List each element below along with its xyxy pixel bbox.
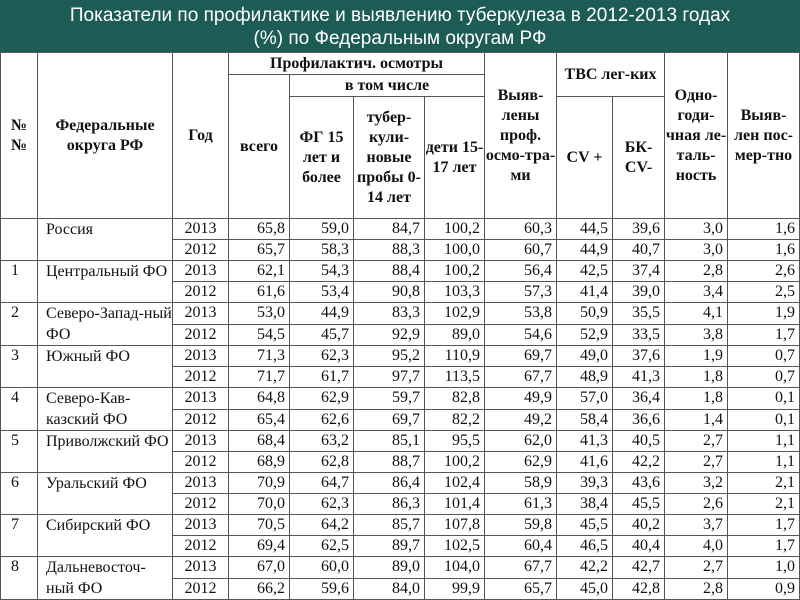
header-mortality: Одно-годи-чная ле-таль-ность bbox=[665, 53, 728, 219]
value-cell: 100,2 bbox=[425, 452, 485, 473]
header-tuber: тубер-кули-новые пробы 0-14 лет bbox=[354, 97, 425, 219]
value-cell: 64,8 bbox=[229, 388, 290, 410]
district-name: Северо-Запад-ный ФО bbox=[38, 303, 173, 346]
value-cell: 36,6 bbox=[613, 409, 665, 431]
value-cell: 58,3 bbox=[290, 240, 354, 261]
value-cell: 54,6 bbox=[485, 324, 557, 346]
year-cell: 2012 bbox=[173, 240, 229, 261]
table-row bbox=[1, 431, 800, 452]
district-name: Дальневосточ-ный ФО bbox=[38, 557, 173, 600]
value-cell: 1,8 bbox=[665, 367, 728, 388]
value-cell: 44,9 bbox=[290, 303, 354, 325]
value-cell: 103,3 bbox=[425, 282, 485, 303]
value-cell: 2,7 bbox=[665, 431, 728, 452]
row-number: 8 bbox=[1, 557, 38, 600]
value-cell: 3,7 bbox=[665, 515, 728, 536]
value-cell: 1,6 bbox=[728, 219, 800, 240]
value-cell: 43,6 bbox=[613, 473, 665, 494]
value-cell: 2,5 bbox=[728, 282, 800, 303]
value-cell: 65,4 bbox=[229, 409, 290, 431]
value-cell: 66,2 bbox=[229, 578, 290, 600]
district-name: Россия bbox=[38, 219, 173, 261]
value-cell: 54,3 bbox=[290, 261, 354, 282]
value-cell: 40,5 bbox=[613, 431, 665, 452]
value-cell: 59,0 bbox=[290, 219, 354, 240]
year-cell: 2013 bbox=[173, 473, 229, 494]
value-cell: 70,9 bbox=[229, 473, 290, 494]
district-name: Центральный ФО bbox=[38, 261, 173, 303]
value-cell: 49,9 bbox=[485, 388, 557, 410]
header-including: в том числе bbox=[290, 75, 485, 97]
value-cell: 88,3 bbox=[354, 240, 425, 261]
value-cell: 59,6 bbox=[290, 578, 354, 600]
value-cell: 0,1 bbox=[728, 409, 800, 431]
value-cell: 107,8 bbox=[425, 515, 485, 536]
value-cell: 1,7 bbox=[728, 515, 800, 536]
value-cell: 102,4 bbox=[425, 473, 485, 494]
value-cell: 1,7 bbox=[728, 324, 800, 346]
value-cell: 88,7 bbox=[354, 452, 425, 473]
year-cell: 2013 bbox=[173, 388, 229, 410]
value-cell: 100,2 bbox=[425, 261, 485, 282]
value-cell: 100,2 bbox=[425, 219, 485, 240]
year-cell: 2013 bbox=[173, 431, 229, 452]
value-cell: 70,5 bbox=[229, 515, 290, 536]
value-cell: 57,0 bbox=[557, 388, 613, 410]
value-cell: 60,7 bbox=[485, 240, 557, 261]
value-cell: 2,7 bbox=[665, 452, 728, 473]
value-cell: 102,9 bbox=[425, 303, 485, 325]
value-cell: 113,5 bbox=[425, 367, 485, 388]
value-cell: 53,8 bbox=[485, 303, 557, 325]
year-cell: 2013 bbox=[173, 557, 229, 579]
table-body bbox=[1, 219, 800, 600]
value-cell: 50,9 bbox=[557, 303, 613, 325]
value-cell: 41,4 bbox=[557, 282, 613, 303]
year-cell: 2013 bbox=[173, 515, 229, 536]
value-cell: 41,3 bbox=[613, 367, 665, 388]
value-cell: 48,9 bbox=[557, 367, 613, 388]
value-cell: 45,5 bbox=[557, 515, 613, 536]
value-cell: 68,9 bbox=[229, 452, 290, 473]
value-cell: 65,8 bbox=[229, 219, 290, 240]
year-cell: 2012 bbox=[173, 494, 229, 515]
value-cell: 3,8 bbox=[665, 324, 728, 346]
value-cell: 60,4 bbox=[485, 536, 557, 557]
value-cell: 67,7 bbox=[485, 367, 557, 388]
table-row bbox=[1, 473, 800, 494]
value-cell: 44,9 bbox=[557, 240, 613, 261]
value-cell: 64,7 bbox=[290, 473, 354, 494]
value-cell: 59,8 bbox=[485, 515, 557, 536]
value-cell: 62,8 bbox=[290, 452, 354, 473]
value-cell: 61,7 bbox=[290, 367, 354, 388]
year-cell: 2013 bbox=[173, 261, 229, 282]
value-cell: 59,7 bbox=[354, 388, 425, 410]
value-cell: 1,9 bbox=[665, 346, 728, 367]
value-cell: 54,5 bbox=[229, 324, 290, 346]
value-cell: 0,7 bbox=[728, 367, 800, 388]
row-number bbox=[1, 219, 38, 261]
value-cell: 95,2 bbox=[354, 346, 425, 367]
row-number: 3 bbox=[1, 346, 38, 388]
value-cell: 60,0 bbox=[290, 557, 354, 579]
value-cell: 62,9 bbox=[290, 388, 354, 410]
value-cell: 1,1 bbox=[728, 452, 800, 473]
table-row bbox=[1, 219, 800, 240]
tuberculosis-table bbox=[0, 52, 800, 600]
year-cell: 2013 bbox=[173, 303, 229, 325]
header-cv: CV + bbox=[557, 97, 613, 219]
value-cell: 1,0 bbox=[728, 557, 800, 579]
value-cell: 36,4 bbox=[613, 388, 665, 410]
value-cell: 42,5 bbox=[557, 261, 613, 282]
value-cell: 100,0 bbox=[425, 240, 485, 261]
value-cell: 41,6 bbox=[557, 452, 613, 473]
row-number: 6 bbox=[1, 473, 38, 515]
value-cell: 45,7 bbox=[290, 324, 354, 346]
value-cell: 89,0 bbox=[425, 324, 485, 346]
table-row bbox=[1, 346, 800, 367]
value-cell: 33,5 bbox=[613, 324, 665, 346]
value-cell: 35,5 bbox=[613, 303, 665, 325]
header-num: № № bbox=[1, 53, 38, 219]
value-cell: 86,3 bbox=[354, 494, 425, 515]
value-cell: 69,7 bbox=[354, 409, 425, 431]
value-cell: 38,4 bbox=[557, 494, 613, 515]
value-cell: 86,4 bbox=[354, 473, 425, 494]
year-cell: 2013 bbox=[173, 219, 229, 240]
header-fg: ФГ 15 лет и более bbox=[290, 97, 354, 219]
value-cell: 83,3 bbox=[354, 303, 425, 325]
value-cell: 61,6 bbox=[229, 282, 290, 303]
value-cell: 82,2 bbox=[425, 409, 485, 431]
value-cell: 62,0 bbox=[485, 431, 557, 452]
value-cell: 62,9 bbox=[485, 452, 557, 473]
district-name: Сибирский ФО bbox=[38, 515, 173, 557]
value-cell: 99,9 bbox=[425, 578, 485, 600]
value-cell: 69,4 bbox=[229, 536, 290, 557]
value-cell: 4,0 bbox=[665, 536, 728, 557]
value-cell: 53,0 bbox=[229, 303, 290, 325]
value-cell: 42,7 bbox=[613, 557, 665, 579]
value-cell: 4,1 bbox=[665, 303, 728, 325]
value-cell: 65,7 bbox=[485, 578, 557, 600]
table-header bbox=[1, 53, 800, 219]
value-cell: 71,7 bbox=[229, 367, 290, 388]
value-cell: 60,3 bbox=[485, 219, 557, 240]
value-cell: 3,0 bbox=[665, 240, 728, 261]
value-cell: 56,4 bbox=[485, 261, 557, 282]
year-cell: 2012 bbox=[173, 409, 229, 431]
value-cell: 70,0 bbox=[229, 494, 290, 515]
value-cell: 39,3 bbox=[557, 473, 613, 494]
value-cell: 65,7 bbox=[229, 240, 290, 261]
value-cell: 2,6 bbox=[728, 261, 800, 282]
value-cell: 0,1 bbox=[728, 388, 800, 410]
value-cell: 2,8 bbox=[665, 261, 728, 282]
table-row bbox=[1, 388, 800, 410]
value-cell: 2,8 bbox=[665, 578, 728, 600]
value-cell: 95,5 bbox=[425, 431, 485, 452]
value-cell: 2,6 bbox=[665, 494, 728, 515]
header-year: Год bbox=[173, 53, 229, 219]
value-cell: 0,7 bbox=[728, 346, 800, 367]
value-cell: 104,0 bbox=[425, 557, 485, 579]
value-cell: 40,7 bbox=[613, 240, 665, 261]
value-cell: 67,7 bbox=[485, 557, 557, 579]
value-cell: 3,2 bbox=[665, 473, 728, 494]
district-name: Уральский ФО bbox=[38, 473, 173, 515]
value-cell: 62,3 bbox=[290, 346, 354, 367]
year-cell: 2012 bbox=[173, 536, 229, 557]
value-cell: 68,4 bbox=[229, 431, 290, 452]
value-cell: 37,4 bbox=[613, 261, 665, 282]
row-number: 2 bbox=[1, 303, 38, 346]
value-cell: 64,2 bbox=[290, 515, 354, 536]
value-cell: 62,6 bbox=[290, 409, 354, 431]
row-number: 7 bbox=[1, 515, 38, 557]
value-cell: 1,1 bbox=[728, 431, 800, 452]
table-row bbox=[1, 557, 800, 579]
header-district: Федеральные округа РФ bbox=[38, 53, 173, 219]
table-row bbox=[1, 261, 800, 282]
value-cell: 57,3 bbox=[485, 282, 557, 303]
table-row bbox=[1, 303, 800, 325]
year-cell: 2013 bbox=[173, 346, 229, 367]
table-container bbox=[0, 52, 800, 600]
value-cell: 53,4 bbox=[290, 282, 354, 303]
value-cell: 1,4 bbox=[665, 409, 728, 431]
value-cell: 67,0 bbox=[229, 557, 290, 579]
year-cell: 2012 bbox=[173, 578, 229, 600]
value-cell: 52,9 bbox=[557, 324, 613, 346]
value-cell: 63,2 bbox=[290, 431, 354, 452]
value-cell: 62,3 bbox=[290, 494, 354, 515]
value-cell: 3,4 bbox=[665, 282, 728, 303]
value-cell: 40,2 bbox=[613, 515, 665, 536]
value-cell: 89,7 bbox=[354, 536, 425, 557]
header-detected: Выяв-лены проф. осмо-тра-ми bbox=[485, 53, 557, 219]
year-cell: 2012 bbox=[173, 452, 229, 473]
value-cell: 0,9 bbox=[728, 578, 800, 600]
value-cell: 92,9 bbox=[354, 324, 425, 346]
value-cell: 49,2 bbox=[485, 409, 557, 431]
value-cell: 37,6 bbox=[613, 346, 665, 367]
value-cell: 62,1 bbox=[229, 261, 290, 282]
district-name: Приволжский ФО bbox=[38, 431, 173, 473]
value-cell: 110,9 bbox=[425, 346, 485, 367]
header-bk: БК-CV- bbox=[613, 97, 665, 219]
value-cell: 45,5 bbox=[613, 494, 665, 515]
row-number: 4 bbox=[1, 388, 38, 431]
district-name: Северо-Кав-казский ФО bbox=[38, 388, 173, 431]
value-cell: 39,6 bbox=[613, 219, 665, 240]
value-cell: 49,0 bbox=[557, 346, 613, 367]
district-name: Южный ФО bbox=[38, 346, 173, 388]
year-cell: 2012 bbox=[173, 324, 229, 346]
value-cell: 58,9 bbox=[485, 473, 557, 494]
value-cell: 61,3 bbox=[485, 494, 557, 515]
year-cell: 2012 bbox=[173, 367, 229, 388]
header-prof-group: Профилактич. осмотры bbox=[229, 53, 485, 75]
title-line-1: Показатели по профилактике и выявлению туберкулеза в 2012-2013 годах bbox=[69, 5, 731, 26]
value-cell: 1,9 bbox=[728, 303, 800, 325]
value-cell: 42,2 bbox=[557, 557, 613, 579]
value-cell: 42,8 bbox=[613, 578, 665, 600]
value-cell: 85,1 bbox=[354, 431, 425, 452]
value-cell: 2,1 bbox=[728, 473, 800, 494]
value-cell: 62,5 bbox=[290, 536, 354, 557]
value-cell: 102,5 bbox=[425, 536, 485, 557]
value-cell: 58,4 bbox=[557, 409, 613, 431]
value-cell: 101,4 bbox=[425, 494, 485, 515]
value-cell: 40,4 bbox=[613, 536, 665, 557]
value-cell: 88,4 bbox=[354, 261, 425, 282]
title-line-2: (%) по Федеральным округам РФ bbox=[253, 28, 547, 49]
value-cell: 90,8 bbox=[354, 282, 425, 303]
value-cell: 69,7 bbox=[485, 346, 557, 367]
value-cell: 82,8 bbox=[425, 388, 485, 410]
value-cell: 84,0 bbox=[354, 578, 425, 600]
value-cell: 1,7 bbox=[728, 536, 800, 557]
value-cell: 1,8 bbox=[665, 388, 728, 410]
slide-title bbox=[0, 0, 800, 52]
value-cell: 46,5 bbox=[557, 536, 613, 557]
value-cell: 44,5 bbox=[557, 219, 613, 240]
value-cell: 85,7 bbox=[354, 515, 425, 536]
value-cell: 39,0 bbox=[613, 282, 665, 303]
value-cell: 45,0 bbox=[557, 578, 613, 600]
value-cell: 3,0 bbox=[665, 219, 728, 240]
header-posthumous: Выяв-лен пос-мер-тно bbox=[728, 53, 800, 219]
row-number: 1 bbox=[1, 261, 38, 303]
value-cell: 41,3 bbox=[557, 431, 613, 452]
row-number: 5 bbox=[1, 431, 38, 473]
header-children: дети 15-17 лет bbox=[425, 97, 485, 219]
year-cell: 2012 bbox=[173, 282, 229, 303]
value-cell: 1,6 bbox=[728, 240, 800, 261]
table-row bbox=[1, 515, 800, 536]
value-cell: 97,7 bbox=[354, 367, 425, 388]
value-cell: 2,1 bbox=[728, 494, 800, 515]
value-cell: 84,7 bbox=[354, 219, 425, 240]
value-cell: 89,0 bbox=[354, 557, 425, 579]
value-cell: 2,7 bbox=[665, 557, 728, 579]
header-tbs-group: ТВС лег-ких bbox=[557, 53, 665, 97]
value-cell: 42,2 bbox=[613, 452, 665, 473]
value-cell: 71,3 bbox=[229, 346, 290, 367]
header-total: всего bbox=[229, 75, 290, 219]
